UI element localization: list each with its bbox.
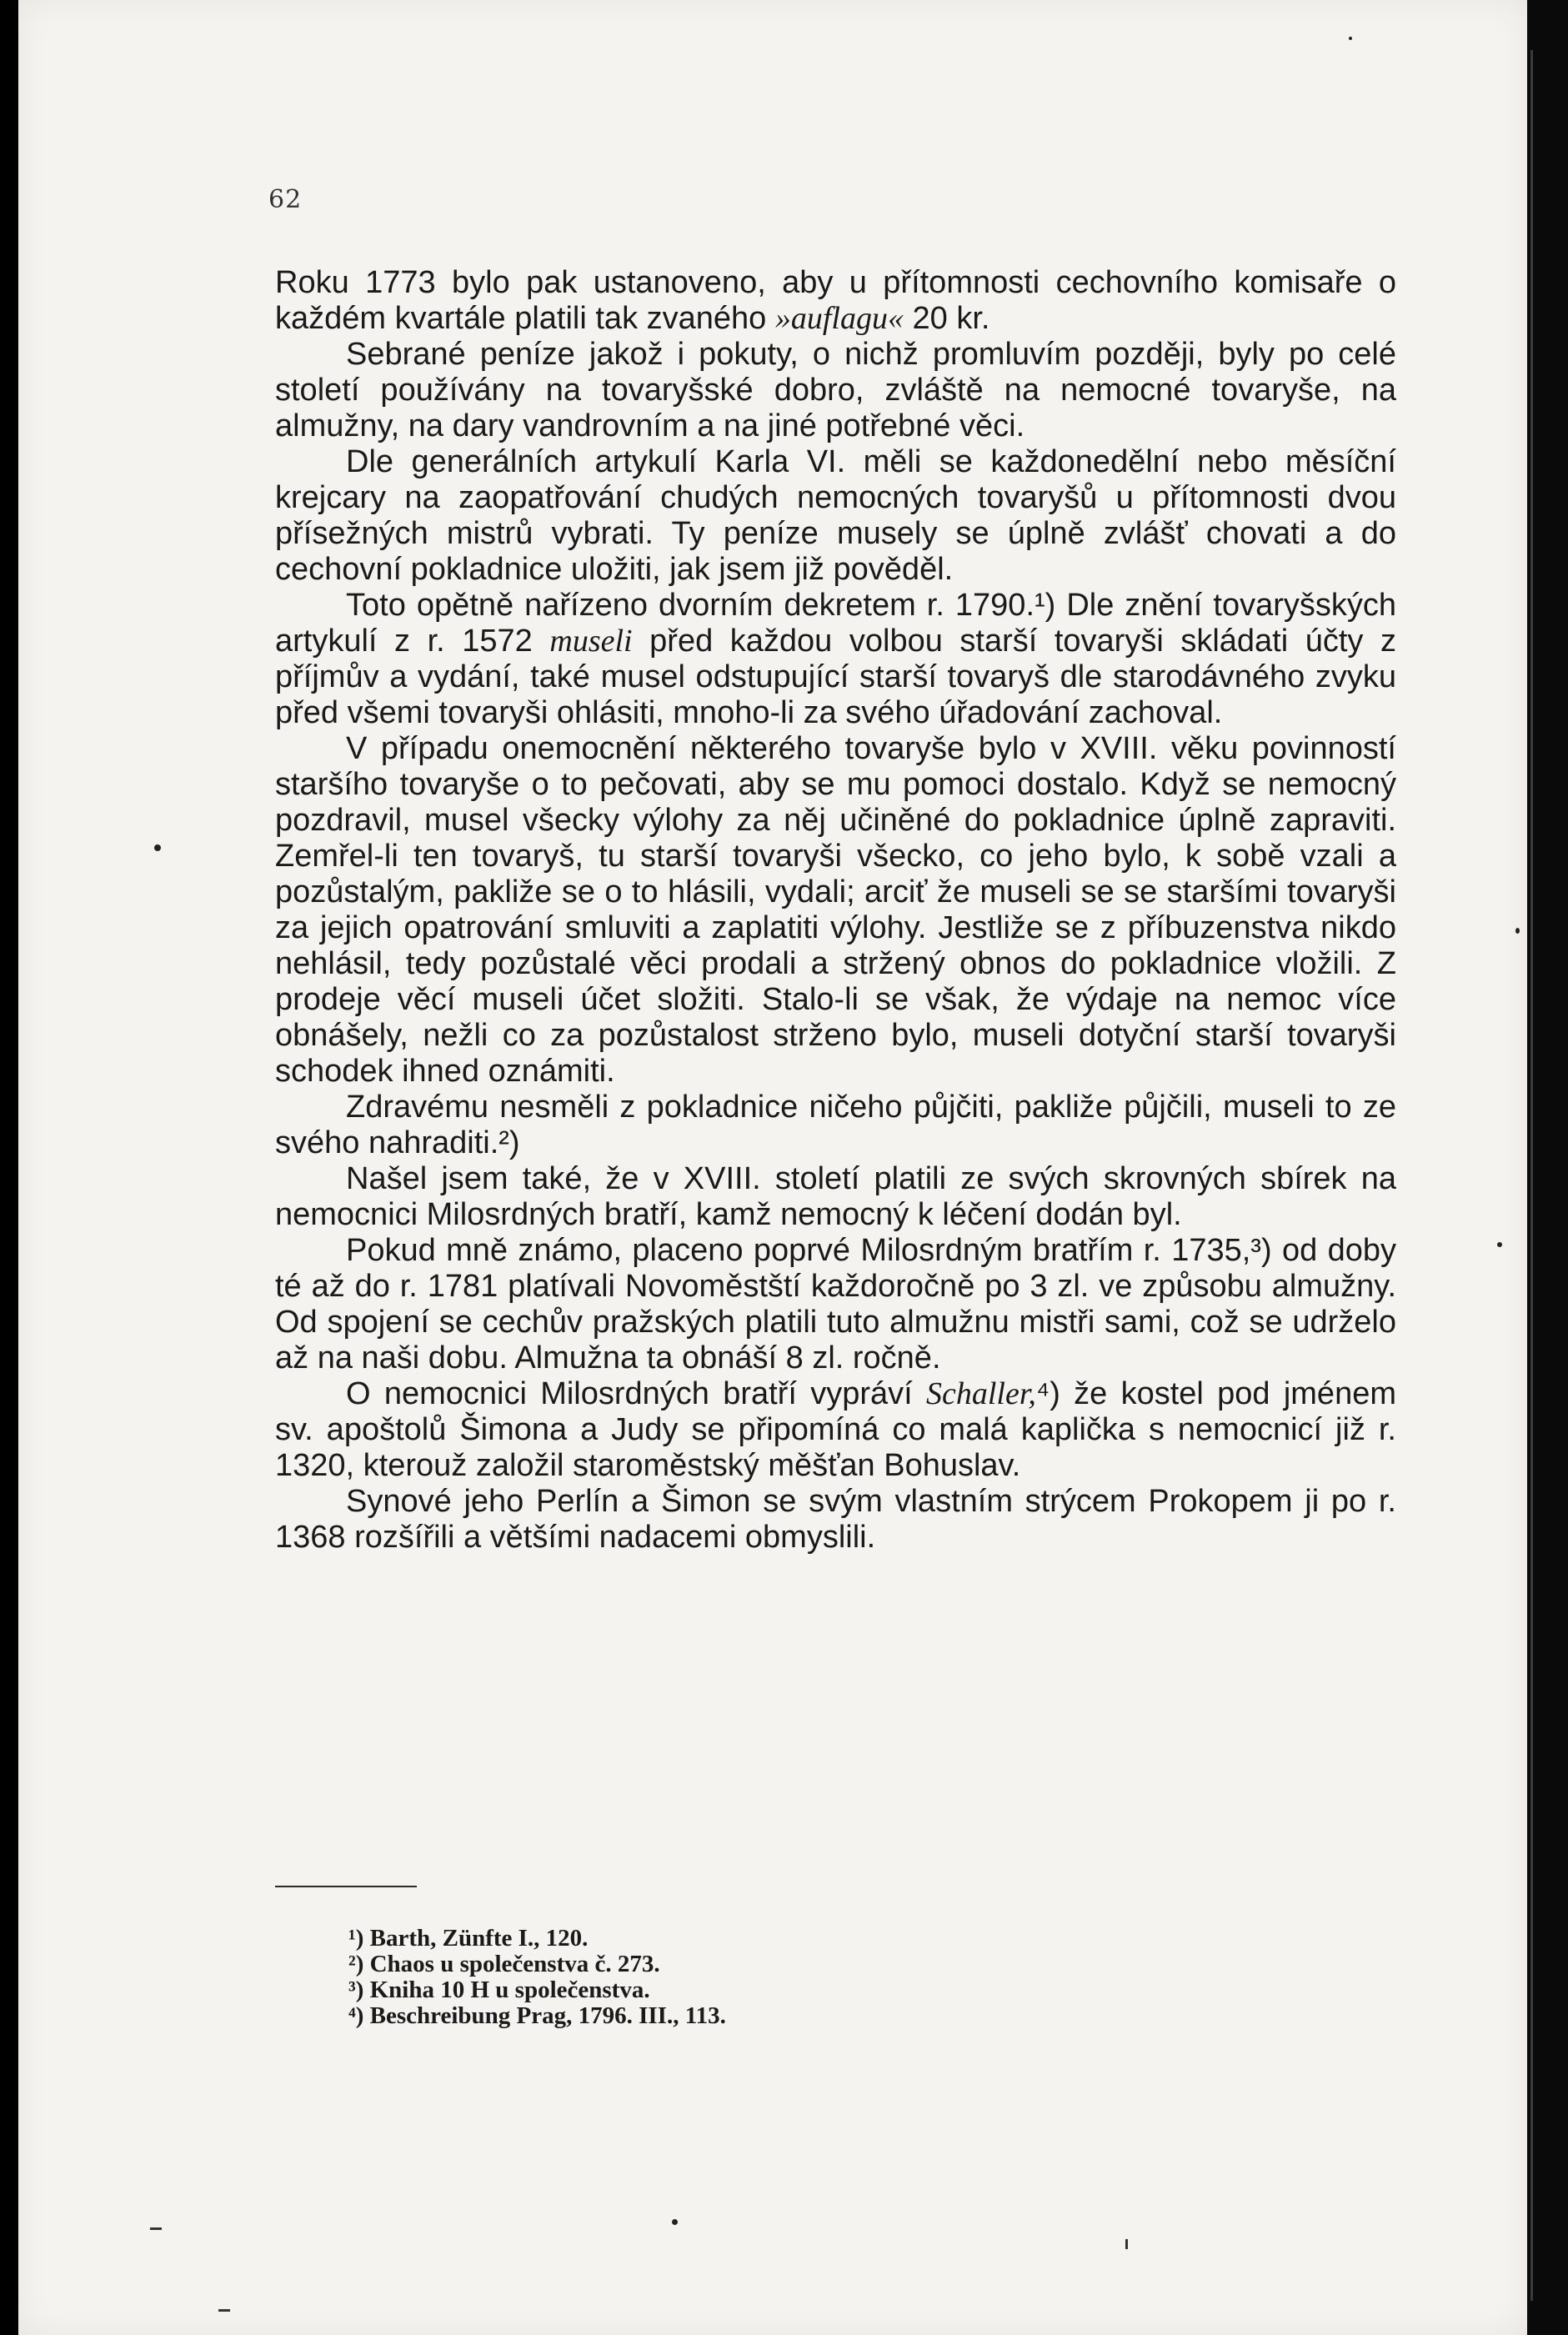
paragraph-10: Synové jeho Perlín a Šimon se svým vlastním strýcem Prokopem ji po r. 1368 rozšířili a většími nadacemi obmyslili. — [275, 1484, 1396, 1555]
footnotes — [348, 1926, 726, 2029]
footnote-2: ²) Chaos u společenstva č. 273. — [348, 1951, 660, 1977]
paragraph-9-italic: Schaller, — [925, 1376, 1036, 1411]
page-number: 62 — [268, 185, 303, 214]
paragraph-9-text: O nemocnici Milosrdných bratří vypráví — [346, 1376, 926, 1411]
scan-speck — [1515, 928, 1520, 934]
paragraph-6: Zdravému nesměli z pokladnice ničeho půjčiti, pakliže půjčili, museli to ze svého nahraditi.²) — [275, 1090, 1396, 1160]
scan-speck — [1349, 37, 1352, 40]
scan-speck — [1125, 2239, 1128, 2249]
scan-speck — [218, 2309, 230, 2312]
paragraph-7: Našel jsem také, že v XVIII. století platili ze svých skrovných sbírek na nemocnici Milosrdných bratří, kamž nemocný k léčení dodán byl. — [275, 1161, 1396, 1232]
paragraph-9-rest: ⁴) že kostel pod jménem sv. apoštolů Šimona a Judy se připomíná co malá kaplička s nemocnicí již r. 1320, kterouž založil staroměstský měšťan Bohuslav. — [275, 1376, 1396, 1483]
scan-speck — [154, 844, 161, 851]
paragraph-1-text: Roku 1773 bylo pak ustanoveno, aby u přítomnosti cechovního komisaře o každém kvartále platili tak zvaného — [275, 265, 1396, 336]
paragraph-4-text: Toto opětně nařízeno dvorním dekretem r. 1790.¹) Dle znění tovaryšských artykulí z r. 1572 — [275, 588, 1396, 659]
paragraph-1-rest: 20 kr. — [903, 301, 990, 336]
paragraph-3: Dle generálních artykulí Karla VI. měli se každonedělní nebo měsíční krejcary na zaopatřování chudých nemocných tovaryšů u přítomnosti dvou přísežných mistrů vybrati. Ty peníze musely se úplně zvlášť chovati a do cechovní pokladnice uložiti, jak jsem již pověděl. — [275, 444, 1396, 587]
footnote-separator — [275, 1886, 417, 1887]
paragraph-4-rest: před každou volbou starší tovaryši skládati účty z příjmův a vydání, také musel odstupující starší tovaryš dle starodávného zvyku před všemi tovaryši ohlásiti, mnoho-li za svého úřadování zachoval. — [275, 624, 1396, 730]
scan-edge — [1527, 0, 1568, 2335]
paragraph-1 — [275, 265, 1396, 337]
paragraph-4-italic: museli — [549, 624, 633, 659]
footnote-4: ⁴) Beschreibung Prag, 1796. III., 113. — [348, 2002, 726, 2029]
scan-speck — [672, 2219, 678, 2225]
footnote-3: ³) Kniha 10 H u společenstva. — [348, 1977, 650, 2003]
paragraph-4 — [275, 588, 1396, 731]
paragraph-5: V případu onemocnění některého tovaryše bylo v XVIII. věku povinností staršího tovaryše o to pečovati, aby se mu pomoci dostalo. Když se nemocný pozdravil, musel všecky výlohy za něj učiněné do pokladnice úplně zapraviti. Zemřel-li ten tovaryš, tu starší tovaryši všecko, co jeho bylo, k sobě vzali a pozůstalým, pakliže se o to hlásili, vydali; arciť že museli se se staršími tovaryši za jejich opatrování smluviti a zaplatiti výlohy. Jestliže se z příbuzenstva nikdo nehlásil, tedy pozůstalé věci prodali a stržený obnos do pokladnice vložili. Z prodeje věcí museli účet složiti. Stalo-li se však, že výdaje na nemoc více obnášely, nežli co za pozůstalost strženo bylo, museli dotyční starší tovaryši schodek ihned oznámiti. — [275, 731, 1396, 1089]
footnote-1: ¹) Barth, Zünfte I., 120. — [348, 1925, 589, 1952]
scan-speck — [150, 2227, 162, 2230]
paragraph-8: Pokud mně známo, placeno poprvé Milosrdným bratřím r. 1735,³) od doby té až do r. 1781 platívali Novoměstští každoročně po 3 zl. ve způsobu almužny. Od spojení se cechův pražských platili tuto almužnu mistři sami, což se udrželo až na naši dobu. Almužna ta obnáší 8 zl. ročně. — [275, 1233, 1396, 1375]
scan-edge-strip — [1530, 50, 1533, 2301]
scan-speck — [1497, 1242, 1502, 1247]
body-text — [275, 265, 1396, 1556]
paragraph-2: Sebrané peníze jakož i pokuty, o nichž promluvím později, byly po celé století používány na tovaryšské dobro, zvláště na nemocné tovaryše, na almužny, na dary vandrovním a na jiné potřebné věci. — [275, 337, 1396, 443]
paragraph-1-italic: »auflagu« — [774, 301, 904, 336]
paragraph-9 — [275, 1376, 1396, 1484]
